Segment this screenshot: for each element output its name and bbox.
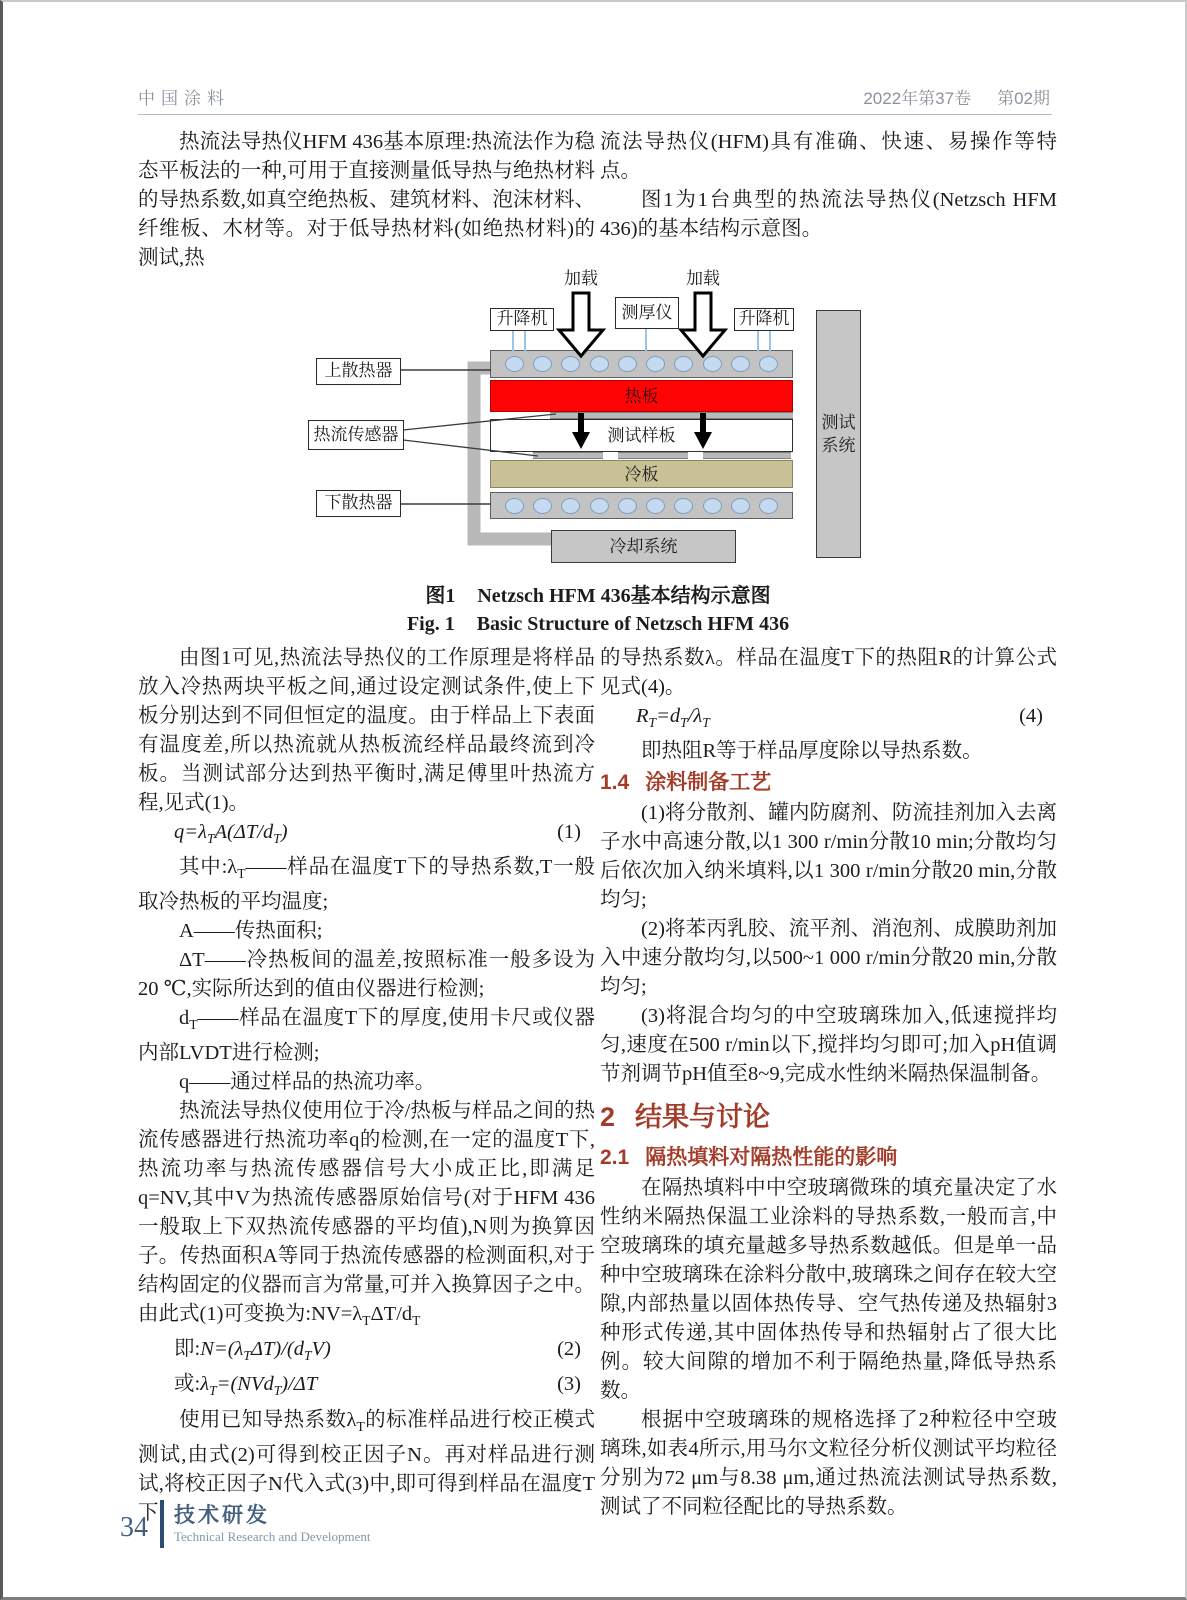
figure-caption — [138, 582, 1058, 638]
paragraph: (3)将混合均匀的中空玻璃珠加入,低速搅拌均匀,速度在500 r/min以下,搅拌均匀即可;加入pH值调节剂调节pH值至8~9,完成水性纳米隔热保温制备。 — [600, 1005, 1057, 1086]
section-number: 2.1 — [600, 1146, 630, 1170]
paragraph: 图1为1台典型的热流法导热仪(Netzsch HFM 436)的基本结构示意图。 — [600, 189, 1057, 240]
figure-caption-cn — [138, 582, 1058, 610]
page-header — [138, 84, 1050, 109]
equation-prefix: 或: — [174, 1373, 201, 1396]
paragraph: 的导热系数λ。样品在温度T下的热阻R的计算公式见式(4)。 — [600, 647, 1057, 698]
lower-radiator-label: 下散热器 — [324, 493, 393, 512]
section-heading-1-4 — [600, 766, 1057, 799]
load-label: 加载 — [686, 269, 720, 288]
footer-section-en: Technical Research and Development — [174, 1528, 371, 1544]
footer-section-cn: 技术研发 — [174, 1503, 270, 1527]
section-heading-2-1 — [600, 1141, 1057, 1174]
equation-number: (4) — [1019, 705, 1043, 727]
equation-1 — [138, 818, 595, 853]
issue-volume: 2022年第37卷 — [863, 89, 972, 108]
caption-cn-number: 图1 — [425, 585, 456, 607]
left-column — [138, 644, 595, 1528]
journal-name: 中国涂料 — [138, 89, 230, 108]
equation-body: $q=\lambda_TA(\Delta T/d_T)$ — [174, 821, 288, 847]
paragraph: 使用已知导热系数$\lambda_T$的标准样品进行校正模式测试,由式(2)可得到校正因子N。再对样品进行测试,将校正因子N代入式(3)中,即可得到样品在温度T下 — [138, 1408, 595, 1524]
paragraph: (2)将苯丙乳胶、流平剂、消泡剂、成膜助剂加入中速分散均匀,以500~1 000 r/min分散20 min,分散均匀; — [600, 918, 1057, 999]
upper-radiator-label: 上散热器 — [324, 361, 393, 380]
equation-number: (1) — [557, 821, 581, 843]
section-number: 2 — [600, 1102, 616, 1133]
right-column — [600, 644, 1057, 1522]
lifter-label-box — [734, 308, 794, 331]
heat-flux-sensor-label: 热流传感器 — [313, 425, 399, 444]
paragraph: 由图1可见,热流法导热仪的工作原理是将样品放入冷热两块平板之间,通过设定测试条件,使上下板分别达到不同但恒定的温度。由于样品上下表面有温度差,所以热流就从热板流经样品最终流到冷板。当测试部分达到热平衡时,满足傅里叶热流方程,见式(1)。 — [138, 647, 595, 814]
equation-2 — [138, 1335, 595, 1370]
equation-body: $N=(\lambda_T\Delta T)/(d_TV)$ — [200, 1338, 331, 1364]
hot-plate-label: 热板 — [624, 387, 659, 406]
section-title: 涂料制备工艺 — [645, 771, 772, 795]
heat-flow-arrow-icon — [572, 413, 590, 449]
upper-radiator-label-box — [316, 358, 401, 385]
footer-divider — [160, 1500, 164, 1548]
section-title: 隔热填料对隔热性能的影响 — [645, 1146, 898, 1170]
load-arrow-icon — [681, 293, 725, 356]
caption-cn-text: Netzsch HFM 436基本结构示意图 — [477, 585, 771, 607]
section-title: 结果与讨论 — [635, 1102, 771, 1133]
page-number: 34 — [120, 1512, 148, 1543]
thickness-gauge-label-box — [615, 297, 679, 329]
paragraph: 流法导热仪(HFM)具有准确、快速、易操作等特点。 — [600, 131, 1057, 182]
load-label: 加载 — [564, 269, 598, 288]
equation-3 — [138, 1370, 595, 1405]
caption-en-text: Basic Structure of Netzsch HFM 436 — [476, 613, 790, 635]
caption-en-number: Fig. 1 — [406, 613, 455, 635]
heat-flux-sensor-label-box — [308, 420, 404, 450]
paragraph: (1)将分散剂、罐内防腐剂、防流挂剂加入去离子水中高速分散,以1 300 r/min分散10 min;分散均匀后依次加入纳米填料,以1 300 r/min分散20 min,分散均匀; — [600, 802, 1057, 912]
equation-body: $\lambda_T=(NVd_T)/\Delta T$ — [200, 1373, 318, 1399]
definition-item: 其中$:\lambda_T——$样品在温度T下的导热系数,T一般取冷热板的平均温度; — [138, 856, 595, 914]
footer-section — [174, 1503, 371, 1546]
load-arrow-icon — [559, 293, 603, 356]
test-system-label: 测试系统 — [821, 413, 856, 455]
paragraph: 在隔热填料中中空玻璃微珠的填充量决定了水性纳米隔热保温工业涂料的导热系数,一般而言,中空玻璃珠的填充量越多导热系数越低。但是单一品种中空玻璃珠在涂料分散中,玻璃珠之间存在较大空隙,内部热量以固体热传导、空气热传递及热辐射3种形式传递,其中固体热传导和热辐射占了很大比例。较大间隙的增加不利于隔绝热量,降低导热系数。 — [600, 1177, 1057, 1403]
section-heading-2 — [600, 1095, 1057, 1139]
definition-item: A——传热面积; — [179, 920, 323, 943]
equation-4 — [600, 702, 1057, 737]
page-footer — [120, 1500, 371, 1548]
test-sample-label: 测试样板 — [607, 426, 676, 445]
lower-radiator-label-box — [316, 490, 401, 517]
intro-left-column — [138, 128, 595, 273]
lifter-label: 升降机 — [496, 309, 548, 328]
header-rule — [138, 114, 1052, 115]
equation-number: (2) — [557, 1338, 581, 1361]
intro-right-column — [600, 128, 1057, 244]
equation-prefix: 即: — [174, 1338, 201, 1361]
paragraph: 热流法导热仪HFM 436基本原理:热流法作为稳态平板法的一种,可用于直接测量低导热与绝热材料的导热系数,如真空绝热板、建筑材料、泡沫材料、纤维板、木材等。对于低导热材料(如绝热材料)的测试,热 — [138, 131, 595, 269]
paragraph: 热流法导热仪使用位于冷/热板与样品之间的热流传感器进行热流功率q的检测,在一定的温度T下,热流功率与热流传感器信号大小成正比,即满足q=NV,其中V为热流传感器原始信号(对于HFM 436一般取上下双热流传感器的平均值),N则为换算因子。传热面积A等同于热流传感器的检测面积,对于结构固定的仪器而言为常量,可并入换算因子之中。由此式(1)可变换为$:NV=\lambda_T\Delta T/d_T$ — [138, 1100, 595, 1329]
heat-flow-arrow-icon — [694, 413, 712, 449]
thickness-gauge-label: 测厚仪 — [621, 303, 673, 322]
lifter-label-box — [490, 308, 554, 331]
cooling-system-label: 冷却系统 — [609, 537, 678, 556]
paragraph: 即热阻R等于样品厚度除以导热系数。 — [641, 740, 983, 763]
equation-body: $R_T=d_T/\lambda_T$ — [636, 705, 710, 731]
figure-connectors — [288, 260, 873, 570]
cold-plate-label: 冷板 — [624, 465, 659, 484]
definition-item: $d_T——$样品在温度T下的厚度,使用卡尺或仪器内部LVDT进行检测; — [138, 1007, 595, 1065]
lifter-label: 升降机 — [738, 309, 790, 328]
issue-number: 第02期 — [997, 89, 1050, 108]
section-number: 1.4 — [600, 771, 630, 795]
figure-1-diagram — [288, 260, 873, 570]
equation-number: (3) — [557, 1373, 581, 1396]
definition-item: ΔT——冷热板间的温差,按照标准一般多设为20 ℃,实际所达到的值由仪器进行检测; — [138, 949, 595, 1001]
paragraph: 根据中空玻璃珠的规格选择了2种粒径中空玻璃珠,如表4所示,用马尔文粒径分析仪测试平均粒径分别为72 μm与8.38 μm,通过热流法测试导热系数,测试了不同粒径配比的导热系数。 — [600, 1409, 1057, 1519]
figure-caption-en — [138, 610, 1058, 638]
issue-info — [837, 84, 1050, 109]
definition-item: q——通过样品的热流功率。 — [179, 1071, 436, 1094]
